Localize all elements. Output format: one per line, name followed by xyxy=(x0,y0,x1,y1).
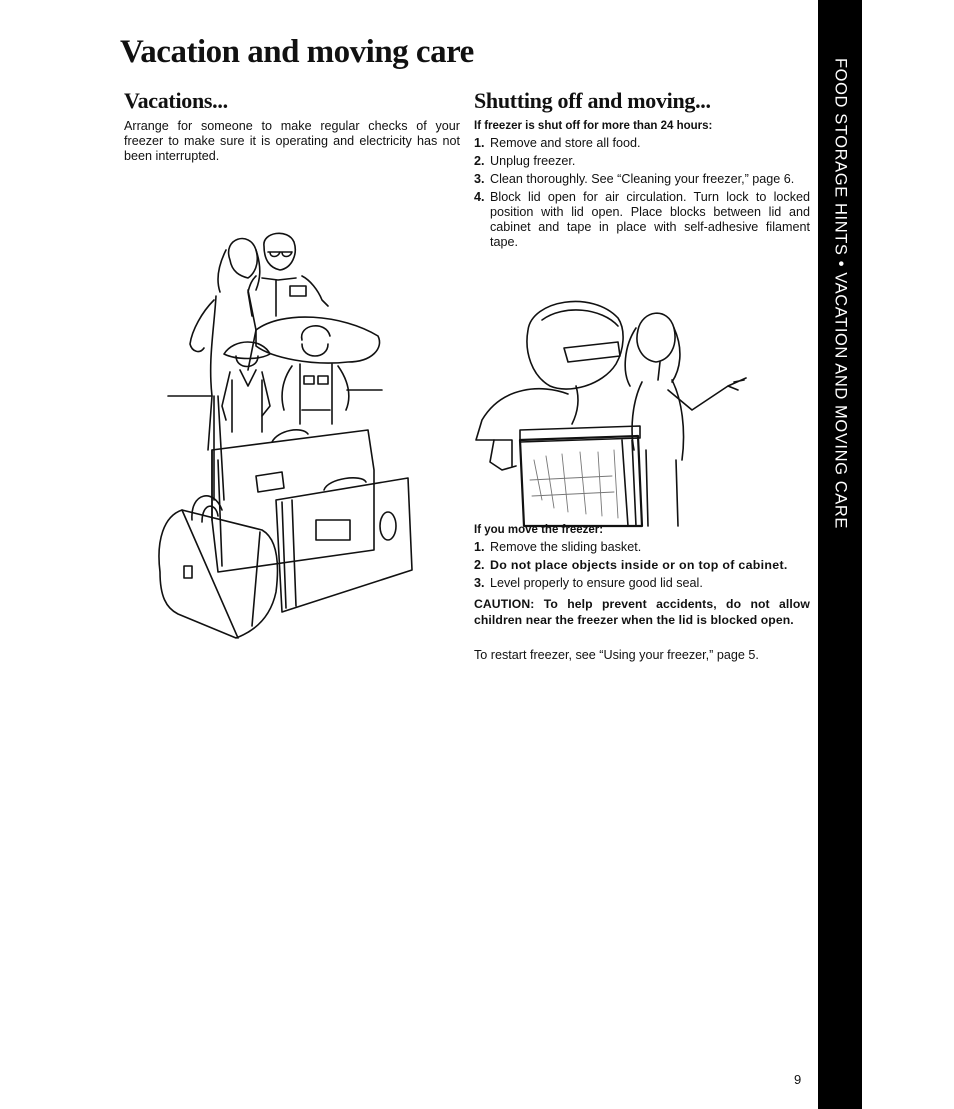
step-text: Level properly to ensure good lid seal. xyxy=(490,576,703,590)
step-number: 1. xyxy=(474,136,485,150)
step-text: Remove and store all food. xyxy=(490,136,641,150)
step-number: 4. xyxy=(474,190,485,204)
vacations-heading: Vacations... xyxy=(124,88,228,113)
caution-note: CAUTION: To help prevent accidents, do not allow children near the freezer when the lid is blocked open. xyxy=(474,597,810,627)
step-number: 3. xyxy=(474,172,485,186)
list-item xyxy=(474,154,810,169)
shutting-heading: Shutting off and moving... xyxy=(474,88,711,113)
step-number: 2. xyxy=(474,558,485,572)
step-text: Unplug freezer. xyxy=(490,154,576,168)
step-number: 2. xyxy=(474,154,485,168)
list-item xyxy=(474,190,810,250)
list-item xyxy=(474,540,810,555)
moving-steps xyxy=(474,540,810,591)
page-number: 9 xyxy=(794,1072,802,1087)
restart-note: To restart freezer, see “Using your freezer,” page 5. xyxy=(474,648,759,662)
sidebar-label: FOOD STORAGE HINTS • VACATION AND MOVING CARE xyxy=(831,58,850,529)
step-text: Clean thoroughly. See “Cleaning your freezer,” page 6. xyxy=(490,172,795,186)
list-item xyxy=(474,136,810,151)
shutting-subhead: If freezer is shut off for more than 24 hours: xyxy=(474,120,713,132)
step-number: 1. xyxy=(474,540,485,554)
list-item xyxy=(474,576,810,591)
step-text: Do not place objects inside or on top of cabinet. xyxy=(490,558,788,572)
sidebar-tab xyxy=(818,0,862,1109)
step-number: 3. xyxy=(474,576,485,590)
step-text: Block lid open for air circulation. Turn lock to locked position with lid open. Place blocks between lid and cabinet and tape in place with self-adhesive filament tape. xyxy=(490,190,810,249)
shutting-steps xyxy=(474,136,810,250)
vacations-body: Arrange for someone to make regular checks of your freezer to make sure it is operating and electricity has not been interrupted. xyxy=(124,119,460,163)
moving-subhead: If you move the freezer: xyxy=(474,524,604,536)
page-title: Vacation and moving care xyxy=(120,34,474,70)
couple-freezer-illustration xyxy=(472,290,762,530)
step-text: Remove the sliding basket. xyxy=(490,540,642,554)
vacations-section xyxy=(124,88,460,164)
family-luggage-illustration xyxy=(152,220,424,642)
list-item xyxy=(474,172,810,187)
list-item xyxy=(474,558,810,573)
